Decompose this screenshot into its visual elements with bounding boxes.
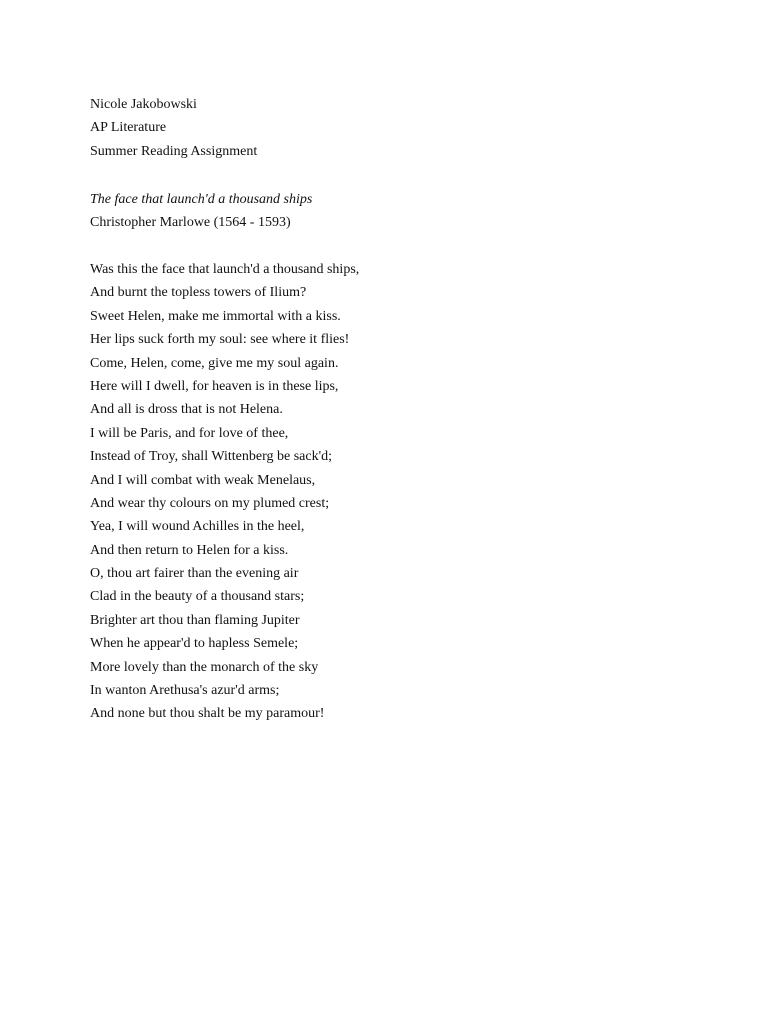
poem-title: The face that launch'd a thousand ships [90, 192, 313, 207]
poem-line: And wear thy colours on my plumed crest; [90, 495, 330, 511]
student-name: Nicole Jakobowski [90, 97, 197, 112]
poem-line: In wanton Arethusa's azur'd arms; [90, 683, 280, 699]
poem-line: Brighter art thou than flaming Jupiter [90, 612, 300, 628]
assignment-name: Summer Reading Assignment [90, 143, 258, 159]
poem-line: And all is dross that is not Helena. [90, 402, 283, 418]
poem-line: O, thou art fairer than the evening air [90, 566, 299, 582]
document-header [90, 93, 257, 163]
poem-line: Yea, I will wound Achilles in the heel, [90, 519, 305, 535]
poem-line: Sweet Helen, make me immortal with a kiss. [90, 308, 341, 324]
poem-line: And none but thou shalt be my paramour! [90, 706, 325, 722]
poem-line: I will be Paris, and for love of thee, [90, 425, 289, 441]
poem-line: Was this the face that launch'd a thousand ships, [90, 262, 360, 277]
poem-attribution: Christopher Marlowe (1564 - 1593) [90, 215, 291, 231]
poem-body [90, 258, 359, 726]
poem-line: Instead of Troy, shall Wittenberg be sack'd; [90, 449, 332, 465]
poem-line: Clad in the beauty of a thousand stars; [90, 589, 305, 605]
poem-line: When he appear'd to hapless Semele; [90, 636, 299, 652]
poem-heading [90, 188, 312, 235]
poem-line: And I will combat with weak Menelaus, [90, 472, 316, 488]
poem-line: And then return to Helen for a kiss. [90, 542, 289, 558]
poem-line: And burnt the topless towers of Ilium? [90, 285, 307, 301]
course-name: AP Literature [90, 120, 167, 136]
poem-line: Her lips suck forth my soul: see where it flies! [90, 332, 350, 348]
poem-line: More lovely than the monarch of the sky [90, 659, 319, 675]
poem-line: Here will I dwell, for heaven is in these lips, [90, 378, 339, 394]
poem-line: Come, Helen, come, give me my soul again. [90, 355, 339, 371]
